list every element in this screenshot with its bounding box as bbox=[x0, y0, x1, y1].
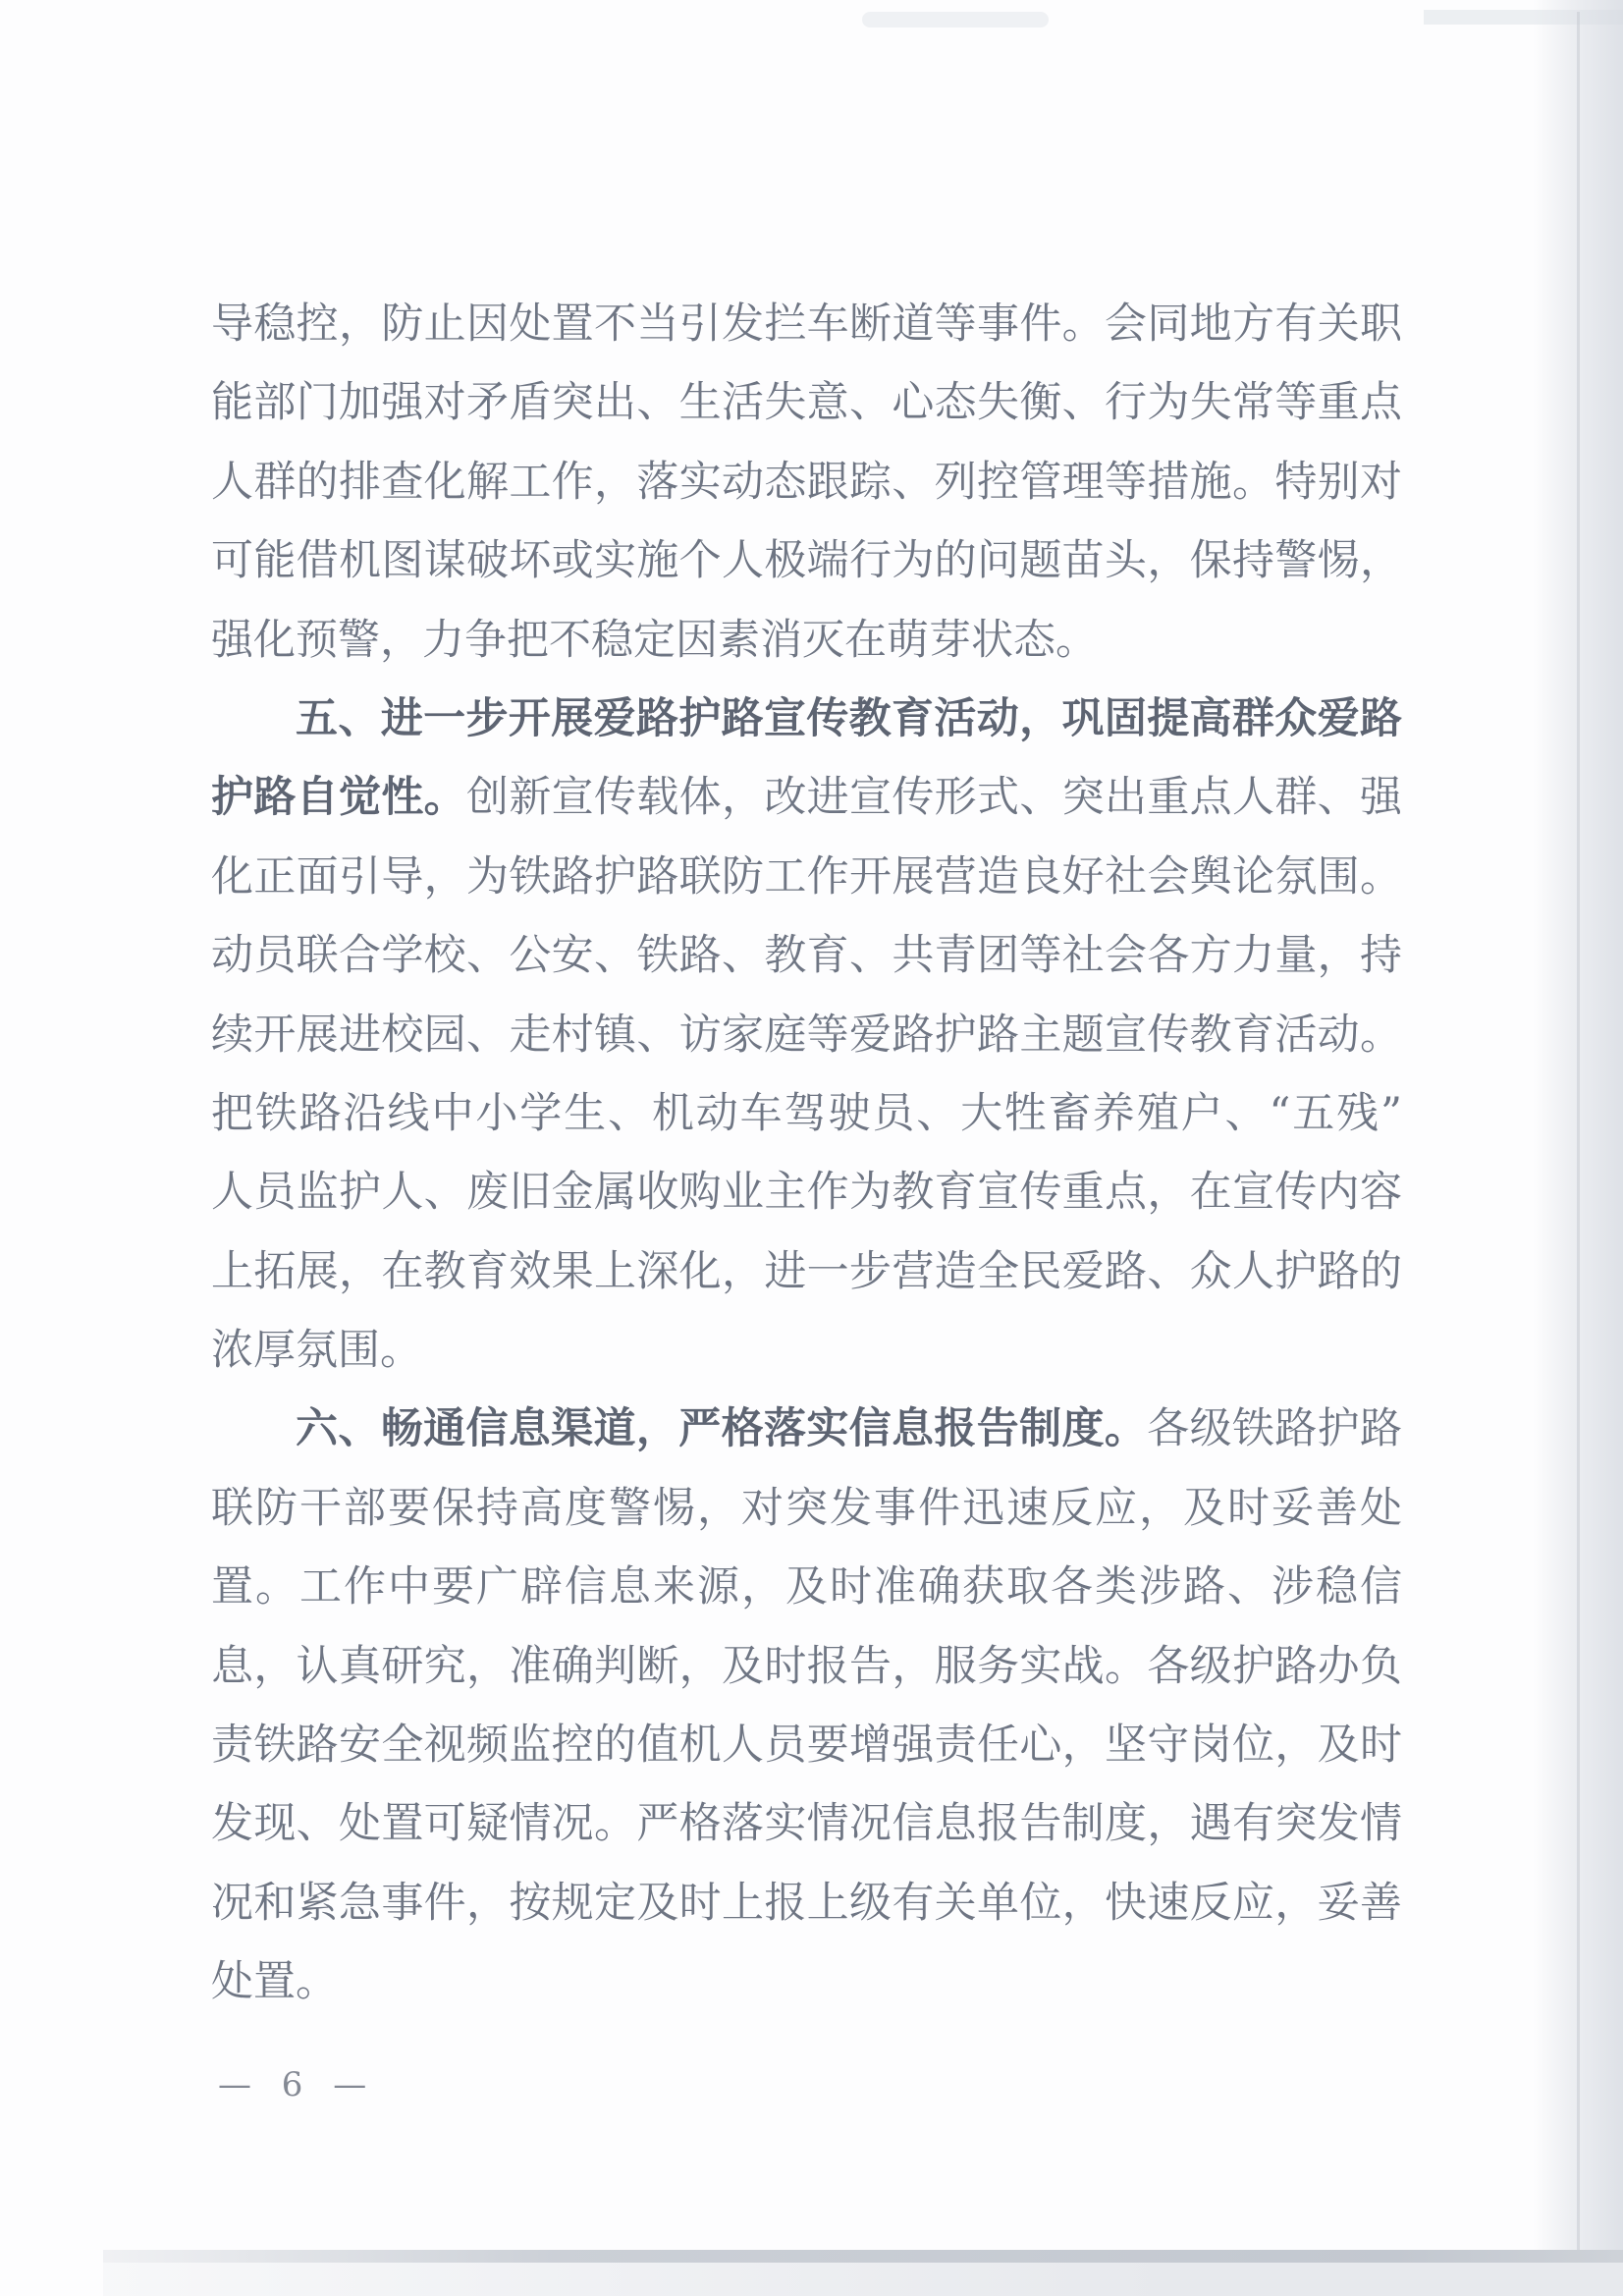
text-line bbox=[211, 758, 1402, 837]
text-line bbox=[211, 1469, 1402, 1548]
text-line bbox=[211, 838, 1402, 916]
section-heading-6 bbox=[211, 1390, 1402, 1468]
regular-segment: 动员联合学校、公安、铁路、教育、共青团等社会各方力量，持 bbox=[211, 931, 1402, 981]
text-line bbox=[211, 1784, 1402, 1863]
text-line bbox=[211, 1942, 1402, 2021]
regular-segment: 人群的排查化解工作，落实动态跟踪、列控管理等措施。特别对 bbox=[211, 457, 1402, 507]
bold-segment: 五、进一步开展爱路护路宣传教育活动，巩固提高群众爱路 bbox=[296, 693, 1402, 743]
regular-segment: 强化预警，力争把不稳定因素消灭在萌芽状态。 bbox=[211, 615, 1098, 665]
text-line bbox=[211, 1311, 1402, 1390]
regular-segment: 浓厚氛围。 bbox=[211, 1326, 422, 1376]
regular-segment: 化正面引导，为铁路护路联防工作开展营造良好社会舆论氛围。 bbox=[211, 851, 1402, 902]
regular-segment: 导稳控，防止因处置不当引发拦车断道等事件。会同地方有关职 bbox=[211, 300, 1402, 349]
bold-segment: 护路自觉性。 bbox=[211, 773, 466, 823]
text-line bbox=[211, 916, 1402, 995]
text-line bbox=[211, 1153, 1402, 1231]
regular-segment: 把铁路沿线中小学生、机动车驾驶员、大牲畜养殖户、“五残” bbox=[211, 1088, 1402, 1138]
bold-segment: 六、畅通信息渠道，严格落实信息报告制度。 bbox=[296, 1404, 1148, 1454]
text-line bbox=[211, 1074, 1402, 1153]
regular-segment: 人员监护人、废旧金属收购业主作为教育宣传重点，在宣传内容 bbox=[211, 1168, 1402, 1218]
regular-segment: 续开展进校园、走村镇、访家庭等爱路护路主题宣传教育活动。 bbox=[211, 1010, 1402, 1060]
regular-segment: 可能借机图谋破坏或实施个人极端行为的问题苗头，保持警惕， bbox=[211, 536, 1402, 586]
regular-segment: 息，认真研究，准确判断，及时报告，服务实战。各级护路办负 bbox=[211, 1641, 1402, 1691]
scan-shadow-bottom-light bbox=[103, 2263, 1623, 2296]
regular-segment: 上拓展，在教育效果上深化，进一步营造全民爱路、众人护路的 bbox=[211, 1246, 1402, 1296]
regular-segment: 各级铁路护路 bbox=[1147, 1404, 1403, 1454]
text-line bbox=[211, 285, 1402, 363]
text-line bbox=[211, 1232, 1402, 1311]
section-heading-5 bbox=[211, 680, 1402, 758]
document-body bbox=[211, 285, 1402, 2022]
regular-segment: 况和紧急事件，按规定及时上报上级有关单位，快速反应，妥善 bbox=[211, 1878, 1402, 1928]
regular-segment: 发现、处置可疑情况。严格落实情况信息报告制度，遇有突发情 bbox=[211, 1799, 1402, 1849]
regular-segment: 联防干部要保持高度警惕，对突发事件迅速反应，及时妥善处 bbox=[211, 1483, 1402, 1533]
regular-segment: 置。工作中要广辟信息来源，及时准确获取各类涉路、涉稳信 bbox=[211, 1562, 1402, 1613]
regular-segment: 处置。 bbox=[211, 1957, 338, 2007]
text-line bbox=[211, 443, 1402, 521]
text-line bbox=[211, 601, 1402, 680]
scan-page-edge-line bbox=[1577, 12, 1580, 2284]
text-line bbox=[211, 363, 1402, 442]
text-line bbox=[211, 1627, 1402, 1706]
scan-smudge-top bbox=[862, 12, 1049, 27]
page-number: — 6 — bbox=[218, 2065, 377, 2105]
text-line bbox=[211, 1548, 1402, 1626]
regular-segment: 能部门加强对矛盾突出、生活失意、心态失衡、行为失常等重点 bbox=[211, 378, 1402, 428]
scan-shadow-bottom-edge bbox=[103, 2250, 1623, 2263]
text-line bbox=[211, 1706, 1402, 1784]
text-line bbox=[211, 996, 1402, 1074]
regular-segment: 创新宣传载体，改进宣传形式、突出重点人群、强 bbox=[466, 773, 1402, 823]
text-line bbox=[211, 521, 1402, 600]
text-line bbox=[211, 1864, 1402, 1942]
regular-segment: 责铁路安全视频监控的值机人员要增强责任心，坚守岗位，及时 bbox=[211, 1721, 1402, 1771]
